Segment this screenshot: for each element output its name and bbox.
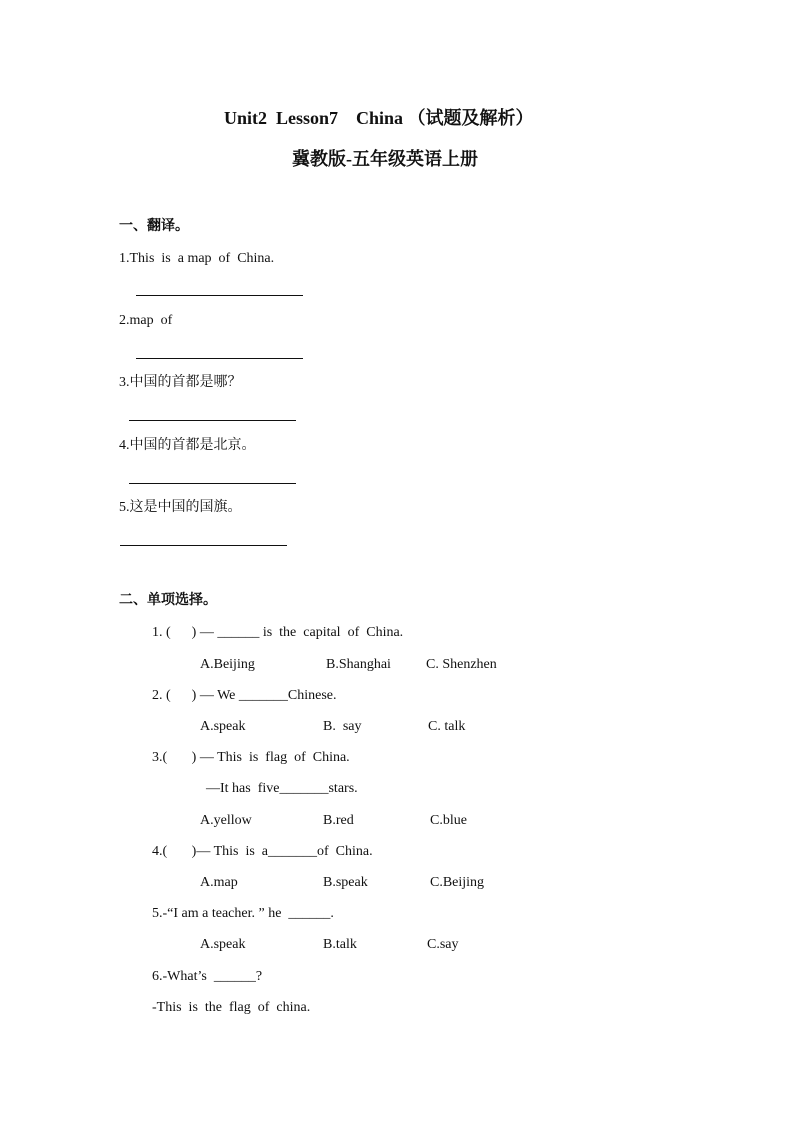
- option-b: B.Shanghai: [326, 657, 391, 672]
- option-c: C.Beijing: [430, 875, 485, 890]
- section-heading-multiple-choice: 二、单项选择。: [119, 593, 217, 608]
- option-b: B.talk: [323, 937, 357, 952]
- option-b: B.speak: [323, 875, 368, 890]
- translation-item: 1.This is a map of China.: [119, 251, 275, 266]
- question-stem: 5.-“I am a teacher. ” he ______.: [152, 906, 334, 921]
- question-stem: 4.( )— This is a_______of China.: [152, 844, 373, 859]
- question-stem: 3.( ) — This is flag of China.: [152, 750, 350, 765]
- option-c: C.blue: [430, 813, 467, 828]
- section-heading-translation: 一、翻译。: [119, 219, 189, 234]
- option-c: C. talk: [428, 719, 466, 734]
- translation-item: 3.中国的首都是哪？: [119, 375, 242, 390]
- option-a: A.speak: [200, 719, 246, 734]
- option-b: B. say: [323, 719, 362, 734]
- option-a: A.speak: [200, 937, 246, 952]
- option-b: B.red: [323, 813, 354, 828]
- question-stem: 6.-What’s ______?: [152, 969, 263, 984]
- question-stem: 1. ( ) — ______ is the capital of China.: [152, 625, 404, 640]
- page-title: Unit2 Lesson7 China （试题及解析）: [224, 108, 534, 128]
- answer-line: [136, 358, 303, 359]
- option-a: A.Beijing: [200, 657, 255, 672]
- option-a: A.map: [200, 875, 238, 890]
- answer-line: [136, 295, 303, 296]
- option-c: C.say: [427, 937, 459, 952]
- question-stem-continued: —It has five_______stars.: [206, 781, 358, 796]
- page-subtitle: 冀教版-五年级英语上册: [292, 149, 478, 169]
- option-c: C. Shenzhen: [426, 657, 497, 672]
- translation-item: 5.这是中国的国旗。: [119, 500, 242, 515]
- question-stem: 2. ( ) — We _______Chinese.: [152, 688, 337, 703]
- option-a: A.yellow: [200, 813, 252, 828]
- question-stem-continued: -This is the flag of china.: [152, 1000, 311, 1015]
- translation-item: 2.map of: [119, 313, 173, 328]
- answer-line: [129, 420, 296, 421]
- translation-item: 4.中国的首都是北京。: [119, 438, 256, 453]
- answer-line: [129, 483, 296, 484]
- answer-line: [120, 545, 287, 546]
